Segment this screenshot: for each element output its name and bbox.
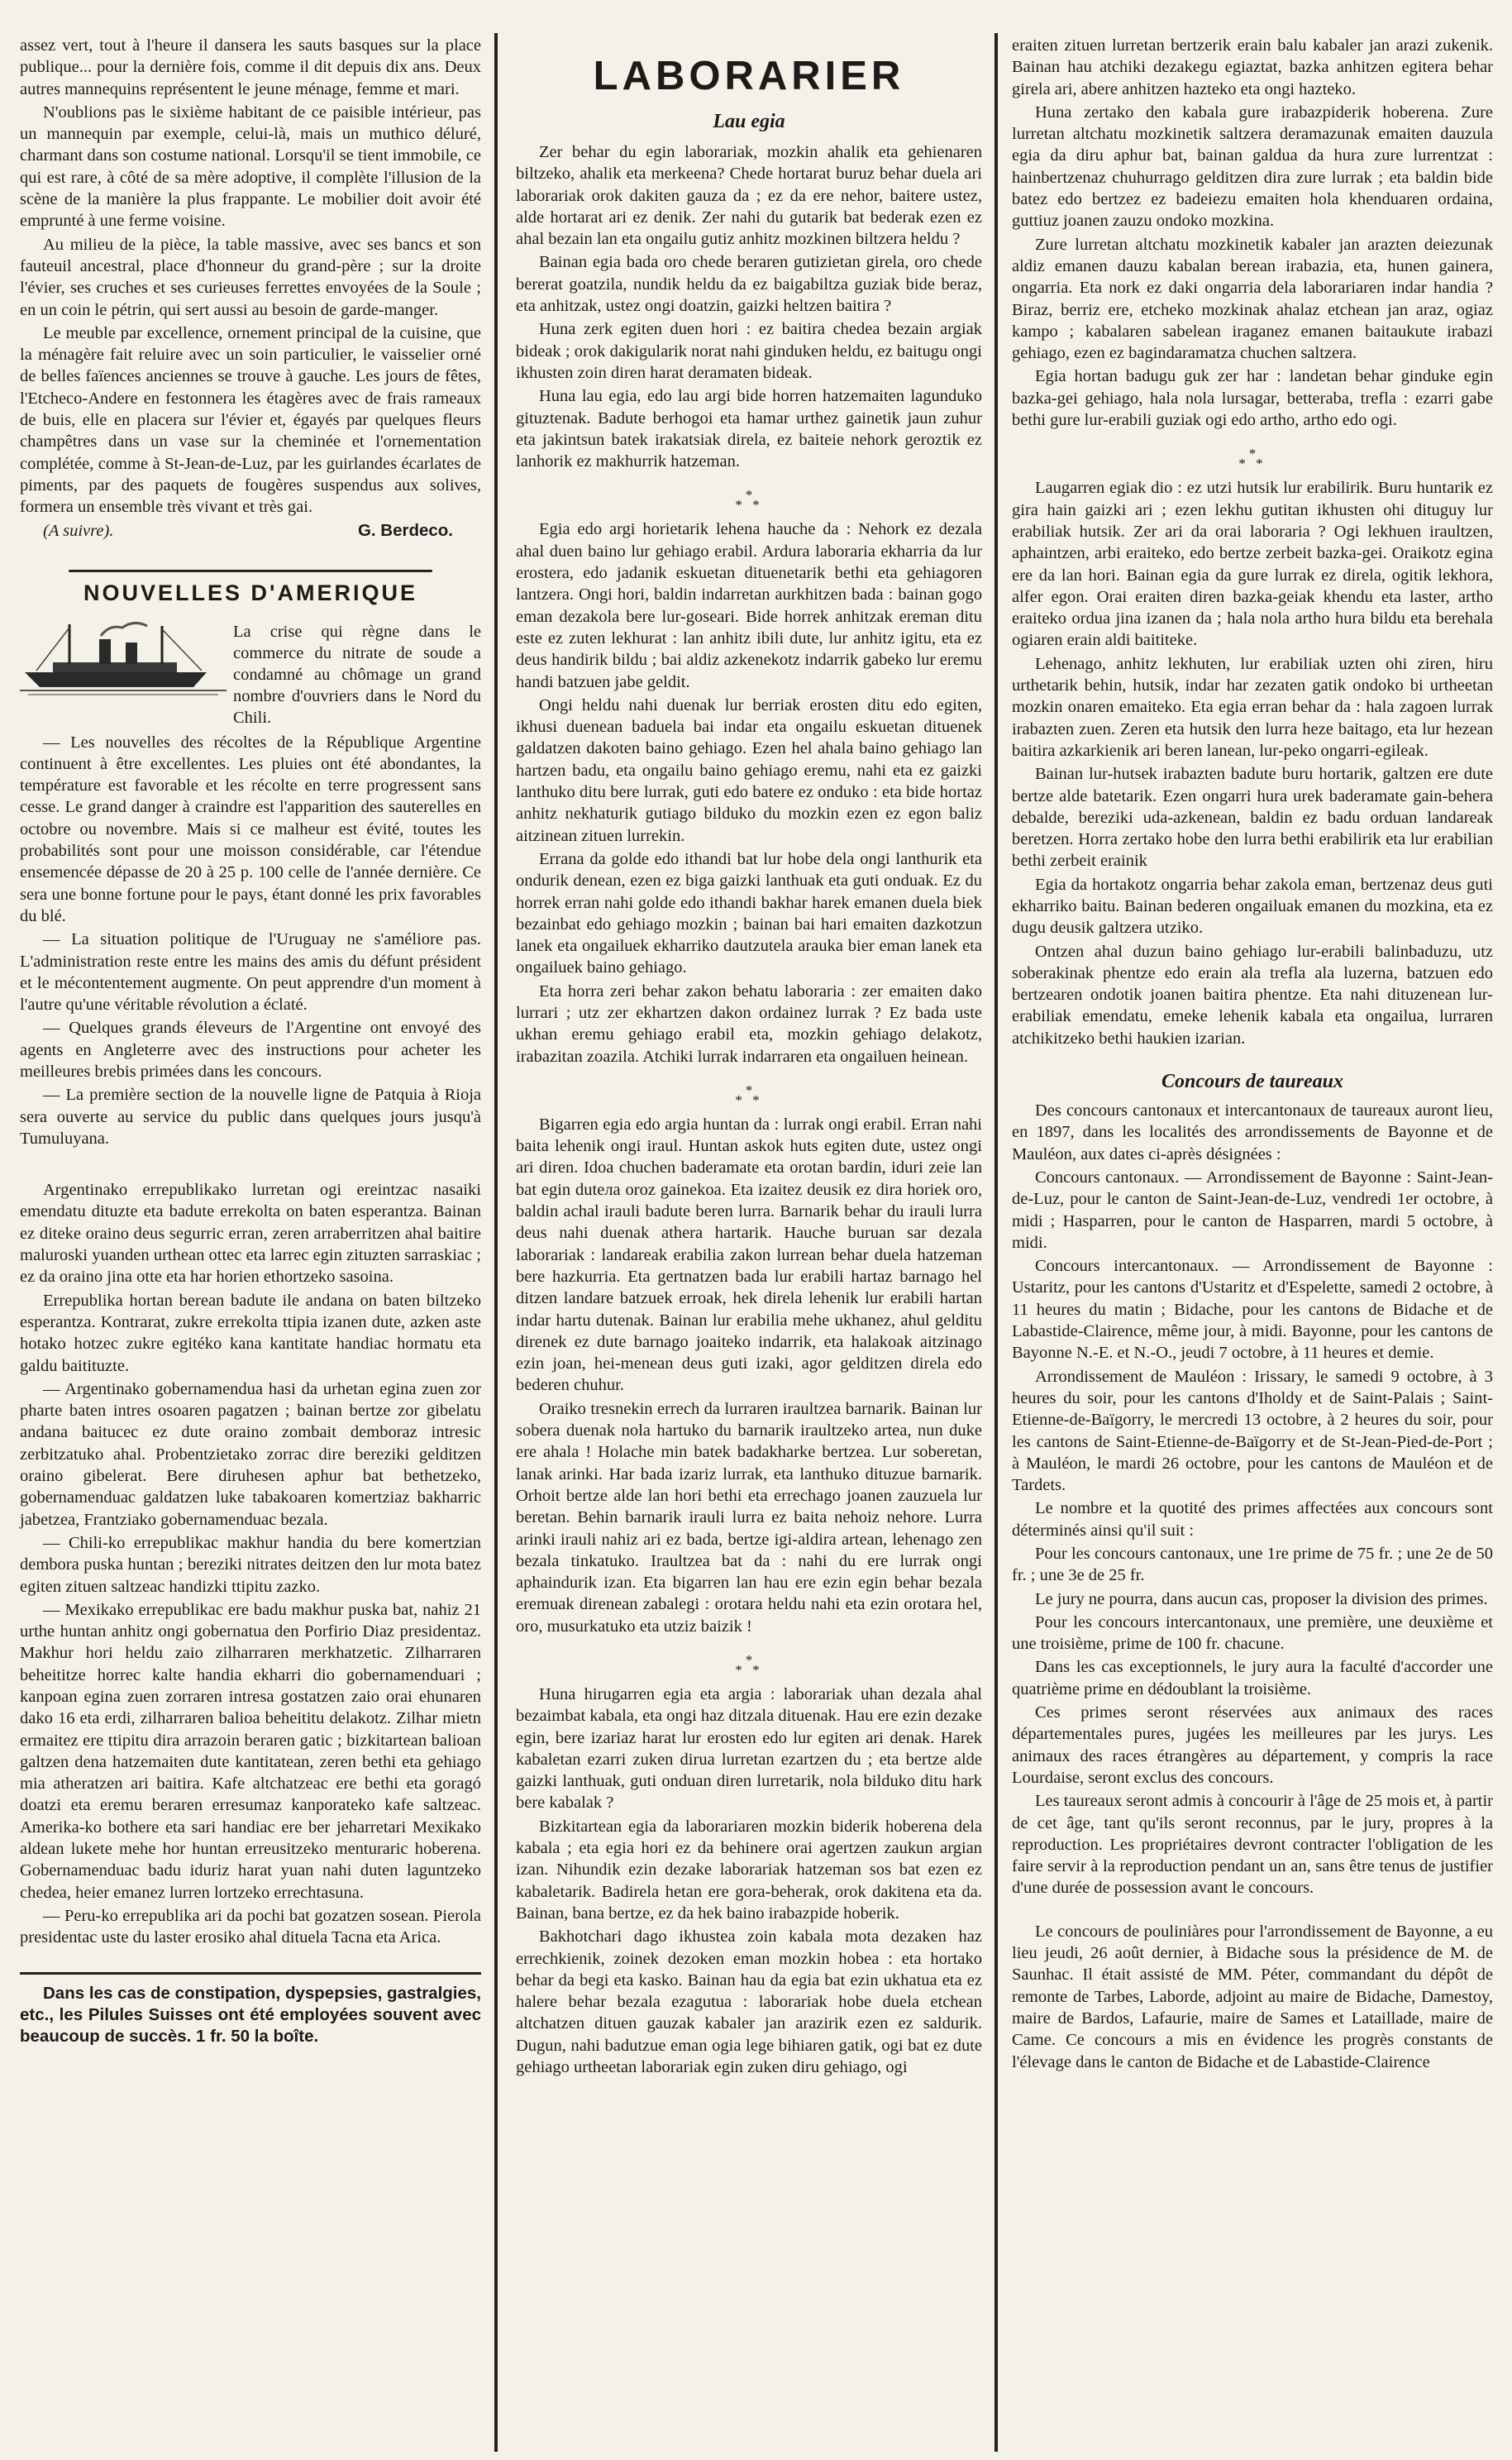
news-item: — Quelques grands éleveurs de l'Argentine ont envoyé des agents en Angleterre avec des instructions pour acheter les meilleures brebis primées dans les concours. — [20, 1019, 481, 1081]
body-paragraph: Bainan egia bada oro chede beraren gutizietan girela, oro chede bererat goatzila, nundik heldu da ez baigabiltza guziak bide beraz, eta anhitzak, ustez ongi doatzin, gaizki heltzen baitira ? — [516, 253, 982, 316]
news-item: — La première section de la nouvelle ligne de Patquia à Rioja sera ouverte au service du public dans quelques jours jusqu'à Tumuluyana. — [20, 1086, 481, 1148]
column-rule-left — [494, 33, 498, 2452]
body-paragraph: Egia hortan badugu guk zer har : landetan behar ginduke egin bazka-gei gehiago, hala nola lursagar, betteraba, trefla : ezarri gabe bethi gure lur-erabili guziak ogi edo artho, artho edo ogi. — [1012, 367, 1493, 430]
ship-lead — [20, 621, 481, 728]
section-separator: * * * — [735, 1082, 763, 1108]
section-separator: * * * — [735, 487, 763, 513]
body-paragraph: Laugarren egiak dio : ez utzi hutsik lur erabilirik. Buru huntarik ez gira hain gaizki ari ; ezen lekhu gutitan ikhusten ohi dituguy lur erabiliak hutsik. Zer ari da orai laboraria ? Ogi lekhuen iraultzen, aphaintzen, arbi eraiteko, edo bertze zerbeit bazka-gei. Oraikotz egina ere da lan hori. Bainan egia da gure lurrak ez direla, ogitik lekhora, alfer egon. Orai eraiten diren bazka-geiak khendu eta laster, artho eraiteko ordua jina izanen da ; hala nola artho hura bildu eta berehala ogiaren erain aldi baititeke. — [1012, 479, 1493, 650]
body-paragraph: Ces primes seront réservées aux animaux des races départementales pures, jugées les meilleures par les jurys. Les animaux des races étrangères au département, y compris la race Lourdaise, seront exclus des concours. — [1012, 1703, 1493, 1787]
body-paragraph: Huna zertako den kabala gure irabazpiderik hoberena. Zure lurretan altchatu mozkinetik saltzera deramazunak emaiten dauzula egia da diru aphur bat, bainan galdua da hura zure lurrentzat : hainbertzenaz chuhurrago gelditzen dira zure lurrak ; eta baldin bide batez edo bertzez ez badeiezu emaiten hola khenduaren ordaina, guttiuz joanen zauzu ondoko mozkina. — [1012, 103, 1493, 231]
body-paragraph: Zer behar du egin laborariak, mozkin ahalik eta gehienaren biltzeko, ahalik eta merkeena? Chede hortarat buruz behar duela ari laborariak orok dakiten gauza da ; ez da ere nehor, baitere ustez, alde hortarat ari ez denik. Zer nahi du gutarik bat bederak ezen ez ahal bezain lan eta ongailu gutiz anhitz mozkinen biltzera heldu ? — [516, 143, 982, 249]
body-paragraph: Huna zerk egiten duen hori : ez baitira chedea bezain argiak bideak ; orok dakigularik norat nahi ginduken heldu, ez baitugu ongi ikhusten zoin diren harat deramaten bideak. — [516, 320, 982, 382]
lead-paragraph: La crise qui règne dans le commerce du nitrate de soude a condamné au chômage un grand nombre d'ouvriers dans le Nord du Chili. — [233, 622, 481, 727]
body-paragraph: Lehenago, anhitz lekhuten, lur erabiliak uzten ohi ziren, hiru urthetarik behin, hutsik, indar har zezaten gatik ondoko bi urtheetan mozkin onaren emaiteko. Eta egia erran behar da : hala zagoen lurrak irabazten zuen. Zeren eta hutsik den lurra heze baitago, eta lur hezean baitira azkarkienik ari beren lanean, lur-peko ongarri-egileak. — [1012, 654, 1493, 760]
news-item-basque: — Argentinako gobernamendua hasi da urhetan egina zuen zor pharte baten intres osoaren pagatzen ; bainan bertze zor gibelatu andana baitucec ez dute oraino zombait demboraz intresic zerbitzatuko ahal. Probentzietako zorrac dire bereziki gelditzen oraino gibelerat. Bere diruhesen aphur bat bethetzeko, gobernamenduac galdatzen luke tabakoaren komertziaz bakharric jabetzea, Frantziako gobernamenduac bezala. — [20, 1379, 481, 1529]
article-title: Concours de taureaux — [1161, 1071, 1344, 1093]
news-item-basque: — Mexikako errepublikac ere badu makhur puska bat, nahiz 21 urthe huntan anhitz ongi gobernatua den Porfirio Diaz presidentaz. Makhur hori heldu zaio zilharraren merkhatzetic. Zilharraren beheititze horrec kalte handia ekharri dio gobernamenduari ; kanpoan egina zuen zorraren intresa gostatzen zaio orai ehunaren dako 16 eta erdi, zilharraren balioa beheititu delakotz. Zilhar mietn ermaitez ere ttipitu dira arrazoin beraren gatic ; bizkitartean balioan galtzen dena hatzemaiten dute kantitatean, zeren bethi eta gehiago mia atheratzen ari baitira. Kafe altchatzeac ere bethi eta goragó doatzi eta eremu beraren erresumaz kanporateko kafe saltzeac. Amerika-ko bothere eta sari handiac ere ber jeharretari Mexikako aldean lukete mehe hor huntan erreusitzeko menturaric hoberena. Gobernamenduac badu iduriz harat yuan nahi duten laguntzeko chedea, heier emanez lurren lortzeko errechtasuna. — [20, 1600, 481, 1902]
news-item-basque: Argentinako errepublikako lurretan ogi ereintzac nasaiki emendatu dituzte eta badute errekolta on baten esperantza. Bainan ez diteke oraino deus segurric erran, zeren arraberritzen ahal baitire maluroski yuanden urthean ottec eta larrec egin zituzten sarraskiac ; ez da oraino jina otte eta har horien ethortzeko sasoina. — [20, 1181, 481, 1287]
body-paragraph: Bizkitartean egia da laborariaren mozkin biderik hoberena dela kabala ; eta egia hori ez da behinere orai agertzen zaukun argian izan. Nihundik ezin dezake laborariak hatzeman sos bat ezen ez kabaletarik. Badirela hetan ere gora-beherak, orok dakitena eta da. Bainan, bana bertze, ez da hek baino irabazpide hoberik. — [516, 1817, 982, 1923]
body-paragraph: Egia edo argi horietarik lehena hauche da : Nehork ez dezala ahal duen baino lur gehiago erabil. Ardura laboraria ekharria da lur erostera, edo jadanik eskuetan dituenetarik bethi eta gehiagoren lantzera. Ongi hori, baldin indarretan aurkhitzen bada : bainan gogo eman dezakola bere lur-goseari. Bide horrek anhitzak ereman ditu este ez zuten lekhurat : lan anhitz ibili dute, lur anhitz igitu, eta ez deus handirik bildu ; bai aldiz azkenekotz indarrik gabeko lur eremu handi batzuen jabe geldit. — [516, 520, 982, 691]
body-paragraph: Oraiko tresnekin errech da lurraren iraultzea barnarik. Bainan lur sobera duenak nola hartuko du barnarik iraultzeko artea, nun duke ere ahala ! Holache min batek badakharke bertzea. Lur soberetan, lanak arinki. Har bada izariz lurrak, eta lanthuko dituzue barnarik. Orhoit bertze alde lan hori bethi eta errechago joanen zauzuela lur beretan. Behin barnarik irauli lurra ez baita nehoiz nehore. Lurra arinki irauli nahiz ari ez bada, bertze igi-aldira artean, lehenago zen bezala tinkatuko. Iraultzea bat da : nahi du ere lurrak ongi aphaindurik izan. Eta bigarren lan hau ere ezin egin behar bezala eremuak direnean zabalegi : orotara heldu nahi eta ezin orotara hel, oro, musurkatuko eta utziz baizik ! — [516, 1399, 982, 1636]
news-item: — Les nouvelles des récoltes de la République Argentine continuent à être excellentes. Les pluies ont été abondantes, la température est favorable et les récolte en terre progressent sans cesse. Le grand danger à craindre est l'apparition des sauterelles en octobre ou novembre. Mais si ce malheur est évité, toutes les probabilités sont pour une moisson considérable, car l'étendue ensemencée dépasse de 20 à 25 p. 100 celle de l'année dernière. Ce sera une bonne fortune pour le pays, étant donné les prix favorables du blé. — [20, 733, 481, 925]
body-paragraph: Le nombre et la quotité des primes affectées aux concours sont déterminés ainsi qu'il suit : — [1012, 1499, 1493, 1540]
column-right — [1002, 0, 1505, 2460]
body-paragraph: Ongi heldu nahi duenak lur berriak erosten ditu edo egiten, ikhusi duenean baduela bai indar eta ongailu eskuetan dituenek galdatzen dakoten baino gehiago. Ezen hel ahala baino gehiago lan hartzen badu, eta ongailu baino gehiago eremu, nahi eta ez gaizki lanthuko ditu bere lurrak, guti edo batere ez onduko : eta bide hortaz anhitz nekhaturik gutiago bilduko du mozkin ezen ez egon baliz aitzinean zituen lurrekin. — [516, 695, 982, 845]
body-paragraph: N'oublions pas le sixième habitant de ce paisible intérieur, pas un mannequin par exemple, celui-là, mais un muthico déluré, charmant dans son costume national. Lorsqu'il se tient immobile, ce qui est rare, à côté de sa mère adoptive, il complète l'illusion de la scène de la manière la plus frappante. Le mobilier doit avoir été emprunté à une ferme voisine. — [20, 103, 481, 231]
body-paragraph: Au milieu de la pièce, la table massive, avec ses bancs et son fauteuil ancestral, place d'honneur du grand-père ; sur la droite l'évier, ses cruches et ses curieuses ferrettes envoyées de la Soule ; en un coin le pétrin, qui sert aussi au besoin de garde-manger. — [20, 235, 481, 319]
article-title: Lau egia — [713, 111, 785, 132]
section-masthead: LABORARIER — [593, 54, 905, 98]
body-paragraph: Concours intercantonaux. — Arrondissement de Bayonne : Ustaritz, pour les cantons d'Ustaritz et d'Espelette, samedi 2 octobre, à 11 heures du matin ; Bidache, pour les cantons de Bidache et de Labastide-Clairence, même jour, à midi. Bayonne, pour les cantons de Bayonne N.-E. et N.-O., jeudi 7 octobre, à 11 heures et demie. — [1012, 1257, 1493, 1363]
body-paragraph: Bigarren egia edo argia huntan da : lurrak ongi erabil. Erran nahi baita lehenik ongi iraul. Huntan askok huts egiten dute, ustez ongi ari diren. Idoa chuchen baderamate eta orotan bardin, iduri zeie lan bat egin duteла oroz gainekoa. Eta izaitez deusik ez dira horiek oro, baldin achal irauli badute beren lurra. Barnarik behar du irauli lurra deus nahi duenak athera hartarik. Hauche buruan sar dezala laborariak : landareak erabilia zakon lurrean behar duela hatzeman bere hazkurria. Eta gertnatzen bada lur erabili hartaz barnago hel ditzen landare batzuek erroak, hek direla lehenik lur erabili hartan indar hartu dutenak. Bainan lur erabilia mehe ukhanez, ahul gelditu direnek ez dute barnago joaiteko indarrik, eta halakoak aitzinago ezin joan, hei-menean deus guti izaki, agor gelditzen direla edo bederen chuhur. — [516, 1115, 982, 1395]
section-separator: * * * — [735, 1652, 763, 1678]
column-left — [0, 0, 489, 2460]
body-paragraph: Bainan lur-hutsek irabazten badute buru hortarik, galtzen ere dute bertze alde batetarik. Ezen ongarri hura urek baderamate gain-behera debalde, bereziki uda-azkenean, baldin ez badu orduan landareak beretzen. Horra zertako hobe den lurra bethi erabilirik eta lur erabilian bethi zerbeit erainik — [1012, 765, 1493, 871]
section-divider — [20, 570, 481, 572]
news-item-basque: — Peru-ko errepublika ari da pochi bat gozatzen sosean. Pierola presidentac uste du laster erosiko ahal dituela Tacna eta Arica. — [20, 1906, 481, 1947]
body-paragraph: Le concours de pouliniàres pour l'arrondissement de Bayonne, a eu lieu jeudi, 26 août dernier, à Bidache sous la présidence de M. de Saunhac. Il était assisté de MM. Péter, commandant du dépôt de remonte de Tarbes, Laborde, adjoint au maire de Bidache, Damestoy, maire de Bardos, Lafaurie, maire de Sames et Lataillade, maire de Came. Ce concours a mis en évidence les progrès constants de l'élevage dans le canton de Bidache et de Labastide-Clairence — [1012, 1922, 1493, 2071]
body-paragraph: Pour les concours intercantonaux, une première, une deuxième et une troisième, prime de 100 fr. chacune. — [1012, 1612, 1493, 1654]
body-paragraph: Huna hirugarren egia eta argia : laborariak uhan dezala ahal bezaimbat kabala, eta ongi haz ditzala dituenak. Hau ere ezin dezake egin, bere izariaz harat lur erosten edo lur egiten ari denak. Harek kabaletan ezarri zuken diruа lurretan ezartzen du ; eta bertze alde gaizki lanthuak, guti onduan diren lurretarik, nola bilduko ditu hark bere kabalak ? — [516, 1685, 982, 1813]
article-author: G. Berdeco. — [357, 520, 453, 540]
body-paragraph: Arrondissement de Mauléon : Irissary, le samedi 9 octobre, à 3 heures du soir, pour les cantons d'Iholdy et de Saint-Palais ; Saint-Etienne-de-Baïgorry, le mercredi 13 octobre, à 2 heures du soir, pour les cantons de Saint-Etienne-de-Baïgorry et de St-Jean-Pied-de-Port ; à Mauléon, le mardi 26 octobre, pour les cantons de Mauléon et de Tardets. — [1012, 1367, 1493, 1495]
body-paragraph: assez vert, tout à l'heure il dansera les sauts basques sur la place publique... pour la dernière fois, comme il dit depuis dix ans. Deux autres mannequins représentent le jeune ménage, femme et mari. — [20, 36, 481, 98]
to-be-continued: (A suivre). — [43, 521, 114, 540]
news-item-basque: Errepublika hortan berean badute ile andana on baten biltzeko esperantza. Kontrarat, zukre errekolta ttipia izanen dute, azken aste hotako hotzec zukre egitéko kana kantitate handiac hormatu eta galdu baitituzte. — [20, 1291, 481, 1375]
news-item: — La situation politique de l'Uruguay ne s'améliore pas. L'administration reste entre les mains des amis du défunt président et le mécontentement augmente. On peut apprendre d'un moment à l'autre qu'une véritable révolution a éclaté. — [20, 930, 481, 1015]
body-paragraph: Eta horra zeri behar zakon behatu laboraria : zer emaiten dako lurrari ; utz zer ekhartzen dakon ordainez lurrak ? Ez bada uste ukhan eremu gehiago erabil eta, mozkin gehiago delakotz, irabazitan zoazila. Atchiki lurrak indarraren eta ongailuen heinean. — [516, 982, 982, 1066]
section-title: NOUVELLES D'AMERIQUE — [83, 580, 417, 605]
body-paragraph: Le meuble par excellence, ornement principal de la cuisine, que la ménagère fait reluire avec un soin particulier, le vaisselier orné de belles faïences anciennes se trouve à gauche. Les jours de fêtes, l'Etcheco-Andere en festonnera les étagères avec de frais rameaux de buis, elle en placera sur l'évier et, égayés par quelques fleurs champêtres dans un vase sur la cheminée et l'ornementation complétée, comme à St-Jean-de-Luz, par les guirlandes écarlates de piments, par des paquets de fougères suspendus aux solives, formera un ensemble très vivant et très gai. — [20, 323, 481, 517]
body-paragraph: Huna lau egia, edo lau argi bide horren hatzemaiten lagunduko gituztenak. Badute berhogoi eta hamar urthez gainetik jaun zuhur eta jakintsun batek irakatsiak direla, ez baiteie nehork geroztik ez lanhorik ez makhurrik hatzeman. — [516, 387, 982, 471]
notice-divider — [20, 1972, 481, 1975]
signature-line — [20, 520, 481, 542]
section-separator: * * * — [1238, 446, 1266, 472]
body-paragraph: Bakhotchari dago ikhustea zoin kabala mota dezaken haz errechkienik, zoinek dezoken eman mozkin hobea : eta hortako behar da begi eta kasko. Bainan hau da egia bat ezin ukhatua eta ez halere behar bezala ezagutua : laborariak hobe duela etchean altchatzen dituen gauzak kabaler jan arazirik ezen ez saldurik. Dugun, nahi badutzue eman ogia lege bihiaren gatik, ogi bat ez dute gehiago urtheetan laborariak egin zuken diru gehiago, ogi — [516, 1927, 982, 2077]
advertisement-notice: Dans les cas de constipation, dyspepsies, gastralgies, etc., les Pilules Suisses ont été employées souvent avec beaucoup de succès. 1 fr. 50 la boîte. — [20, 1983, 481, 2046]
body-paragraph: Des concours cantonaux et intercantonaux de taureaux auront lieu, en 1897, dans les localités des arrondissements de Bayonne et de Mauléon, aux dates ci-après désignées : — [1012, 1101, 1493, 1163]
news-item-basque: — Chili-ko errepublikac makhur handia du bere komertzian dembora puska huntan ; bereziki nitrates deitzen den lur mota batez egiten zituen saltzeac handizki ttipitu zazko. — [20, 1533, 481, 1596]
body-paragraph: Pour les concours cantonaux, une 1re prime de 75 fr. ; une 2e de 50 fr. ; une 3e de 25 fr. — [1012, 1545, 1493, 1585]
body-paragraph: Concours cantonaux. — Arrondissement de Bayonne : Saint-Jean-de-Luz, pour le canton de Saint-Jean-de-Luz, vendredi 1er octobre, à midi ; Hasparren, pour le canton de Hasparren, mardi 5 octobre, à midi. — [1012, 1168, 1493, 1252]
body-paragraph: Errana da golde edo ithandi bat lur hobe dela ongi lanthurik eta ondurik denean, ezen ez biga gaizki lanthuak eta guti onduak. Ez du horrek erran nahi golde edo ithandi bakhar harek emanen duela biek bezainbat edo gehiago mozkin ; bainan bai hari emaiten dazkotzun lanek eta ongailuek ekharriko dautzutela arauka bier eman lanek eta ongailuek baino gehiago. — [516, 849, 982, 977]
body-paragraph: Ontzen ahal duzun baino gehiago lur-erabili balinbaduzu, utz soberakinak phentze edo erain ala trefla ala luzerna, batzuen edo bertzearen ondotik joanen baitira phentze. Eta nahi dituzenean lur-erabiliak emendatu, emeke lehenik kabala eta ongailua, lurraren atchikitzeko bethi haukien izarian. — [1012, 942, 1493, 1048]
body-paragraph: Zure lurretan altchatu mozkinetik kabaler jan arazten deiezunak aldiz emanen dauzu kabalan berean irabazia, eta, hunen gainera, ongarria. Eta nork ez daki ongarria dela laborariaren indar handia ? Biraz, berriz ere, etcheko mozkinak ahalaz etchean jan araz, ogiaz kampo ; kabalaren sabelean iraganez emanen baitaukute irabazi gehiago, ezen ez bagindaramatza chuchen saltzera. — [1012, 235, 1493, 363]
body-paragraph: Le jury ne pourra, dans aucun cas, proposer la division des primes. — [1035, 1589, 1488, 1608]
steamship-icon — [20, 621, 227, 697]
body-paragraph: Les taureaux seront admis à concourir à l'âge de 25 mois et, à partir de cet âge, tant qu'ils seront reconnus, par le jury, propres à la reproduction. Les propriétaires devront contracter l'obligation de les faire servir à la reproduction pendant un an, sans être tenus de justifier d'une durée de possession avant le concours. — [1012, 1792, 1493, 1898]
body-paragraph: eraiten zituen lurretan bertzerik erain balu kabaler jan arazi zukenik. Bainan hau atchiki dezakegu egiaztat, bazka anhitzen egitera behar girela ari, abere anhitzen hazteko eta ongi hazteko. — [1012, 36, 1493, 98]
column-middle — [504, 0, 992, 2460]
column-rule-right — [994, 33, 998, 2452]
body-paragraph: Egia da hortakotz ongarria behar zakola eman, bertzenaz deus guti ekharriko baitu. Bainan bederen ongailuak emanen du mozkina, eta ez dugu deusik galtzera utziko. — [1012, 875, 1493, 938]
body-paragraph: Dans les cas exceptionnels, le jury aura la faculté d'accorder une quatrième prime en dédoublant la troisième. — [1012, 1658, 1493, 1698]
